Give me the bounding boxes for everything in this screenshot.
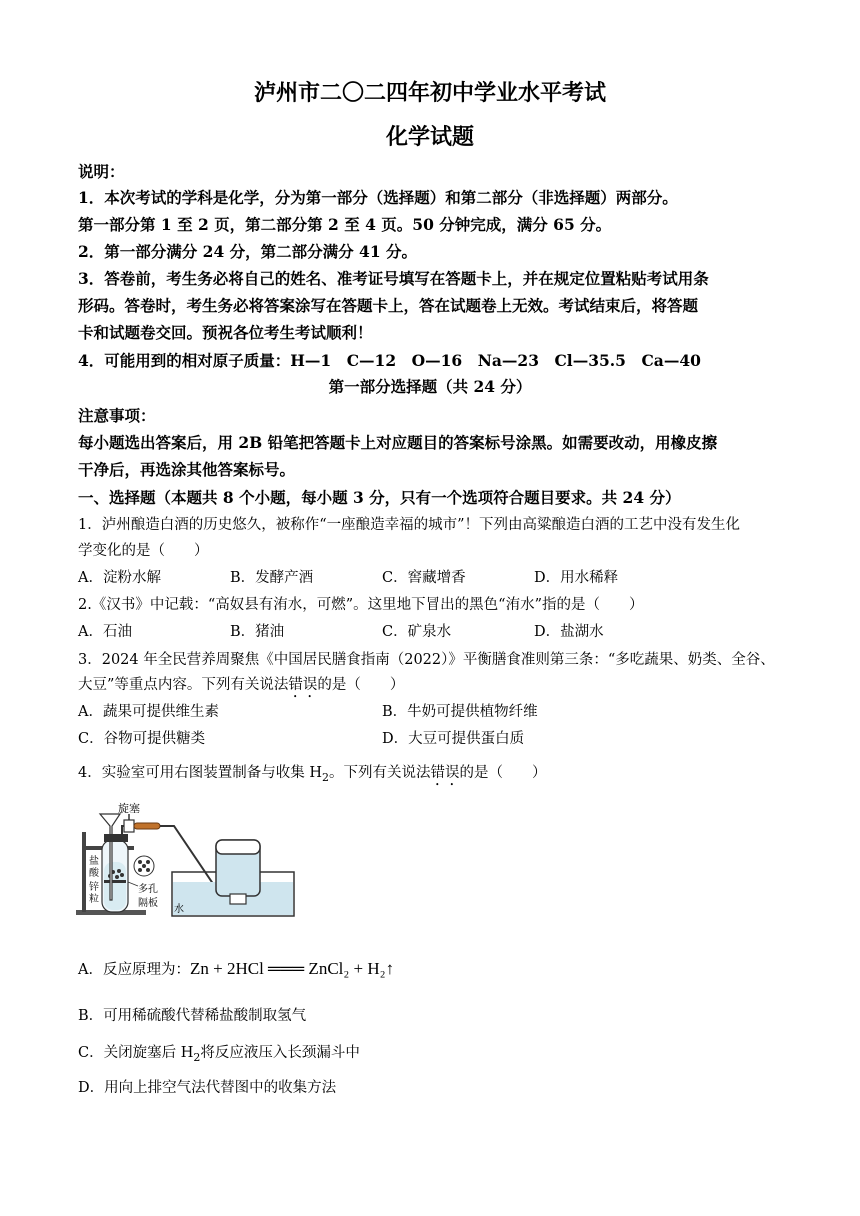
question-3-stem: 3．2024 年全民营养周聚焦《中国居民膳食指南（2022）》平衡膳食准则第三条：“多吃蔬果、奶类、全谷、: [78, 652, 775, 668]
question-1-stem: 1．泸州酿造白酒的历史悠久，被称作“一座酿造幸福的城市”！下列由高粱酿造白酒的工艺中没有发生化: [78, 517, 741, 533]
q4-option-d: D．用向上排空气法代替图中的收集方法: [78, 1080, 337, 1096]
svg-text:水: 水: [174, 904, 184, 915]
emphasis-text: 错误: [288, 677, 318, 693]
part1-heading: 第一部分选择题（共 24 分）: [328, 377, 532, 396]
apparatus-diagram: [74, 800, 300, 920]
svg-text:多孔: 多孔: [138, 884, 158, 895]
reaction-equation: Zn + 2HCl ═══ ZnCl₂ + H₂↑: [189, 959, 395, 978]
rubber-stopper: [104, 834, 128, 842]
q1-option-d: D．用水稀释: [534, 570, 619, 586]
notice-line: 每小题选出答案后，用 2B 铅笔把答题卡上对应题目的答案标号涂黑。如需要改动，用橡皮擦: [78, 433, 718, 452]
instructions-heading: 说明：: [78, 162, 125, 181]
question-2-stem: 2.《汉书》中记载：“高奴县有洧水，可燃”。这里地下冒出的黑色“洧水”指的是（ ）: [78, 597, 644, 613]
notice-heading: 注意事项：: [78, 406, 156, 425]
question-3-stem: 大豆”等重点内容。下列有关说法错误的是（ ）: [78, 677, 405, 693]
page-subtitle: 化学试题: [385, 124, 474, 150]
question-1-stem: 学变化的是（ ）: [78, 543, 209, 559]
q2-option-d: D．盐湖水: [534, 624, 604, 640]
instruction-line: 2．第一部分满分 24 分，第二部分满分 41 分。: [78, 242, 418, 261]
q4-option-b: B．可用稀硫酸代替稀盐酸制取氢气: [78, 1008, 307, 1024]
svg-text:粒: 粒: [89, 894, 99, 905]
q3-option-c: C．谷物可提供糖类: [78, 731, 206, 747]
q1-option-c: C．窖藏增香: [382, 570, 466, 586]
svg-text:盐: 盐: [89, 856, 99, 867]
svg-text:隔板: 隔板: [138, 898, 158, 909]
q3-option-d: D．大豆可提供蛋白质: [382, 731, 525, 747]
instruction-line: 1．本次考试的学科是化学，分为第一部分（选择题）和第二部分（非选择题）两部分。: [78, 188, 678, 207]
stopcock: [124, 820, 134, 832]
instruction-line: 卡和试题卷交回。预祝各位考生考试顺利！: [78, 323, 373, 342]
q1-option-b: B．发酵产酒: [230, 570, 314, 586]
svg-text:酸: 酸: [89, 868, 99, 879]
instruction-line: 3．答卷前，考生务必将自己的姓名、准考证号填写在答题卡上，并在规定位置粘贴考试用条: [78, 269, 709, 288]
stand-rod: [82, 832, 86, 912]
instruction-line: 第一部分第 1 至 2 页，第二部分第 2 至 4 页。50 分钟完成，满分 65 分。: [78, 215, 612, 234]
emphasis-text: 错误: [430, 765, 460, 781]
porous-plate: [104, 880, 126, 883]
q2-option-a: A．石油: [78, 624, 132, 640]
acid-liquid: [104, 862, 126, 910]
q2-option-c: C．矿泉水: [382, 624, 452, 640]
rubber-tubing: [134, 823, 160, 829]
page-title: 泸州市二〇二四年初中学业水平考试: [253, 80, 606, 106]
q4-option-a: A．反应原理为：Zn + 2HCl ═══ ZnCl₂ + H₂↑: [78, 959, 395, 978]
q2-option-b: B．猪油: [230, 624, 285, 640]
notice-line: 干净后，再选涂其他答案标号。: [78, 460, 296, 479]
q3-option-b: B．牛奶可提供植物纤维: [382, 704, 538, 720]
instruction-line: 形码。答卷时，考生务必将答案涂写在答题卡上，答在试题卷上无效。考试结束后，将答题: [78, 296, 699, 315]
svg-text:锌: 锌: [89, 882, 99, 893]
question-4-stem: 4．实验室可用右图装置制备与收集 $H_2$。下列有关说法错误的是（ ）: [78, 765, 547, 784]
label-stopcock: 旋塞: [118, 803, 140, 815]
q3-option-a: A．蔬果可提供维生素: [78, 704, 219, 720]
q4-option-c: C．关闭旋塞后 $H_2$将反应液压入长颈漏斗中: [78, 1045, 360, 1064]
atomic-mass-line: 4．可能用到的相对原子质量：H—1 C—12 O—16 Na—23 Cl—35.5 Ca—40: [78, 351, 701, 370]
section-heading: 一、选择题（本题共 8 个小题，每小题 3 分，只有一个选项符合题目要求。共 24 分）: [78, 488, 681, 507]
q1-option-a: A．淀粉水解: [78, 570, 161, 586]
